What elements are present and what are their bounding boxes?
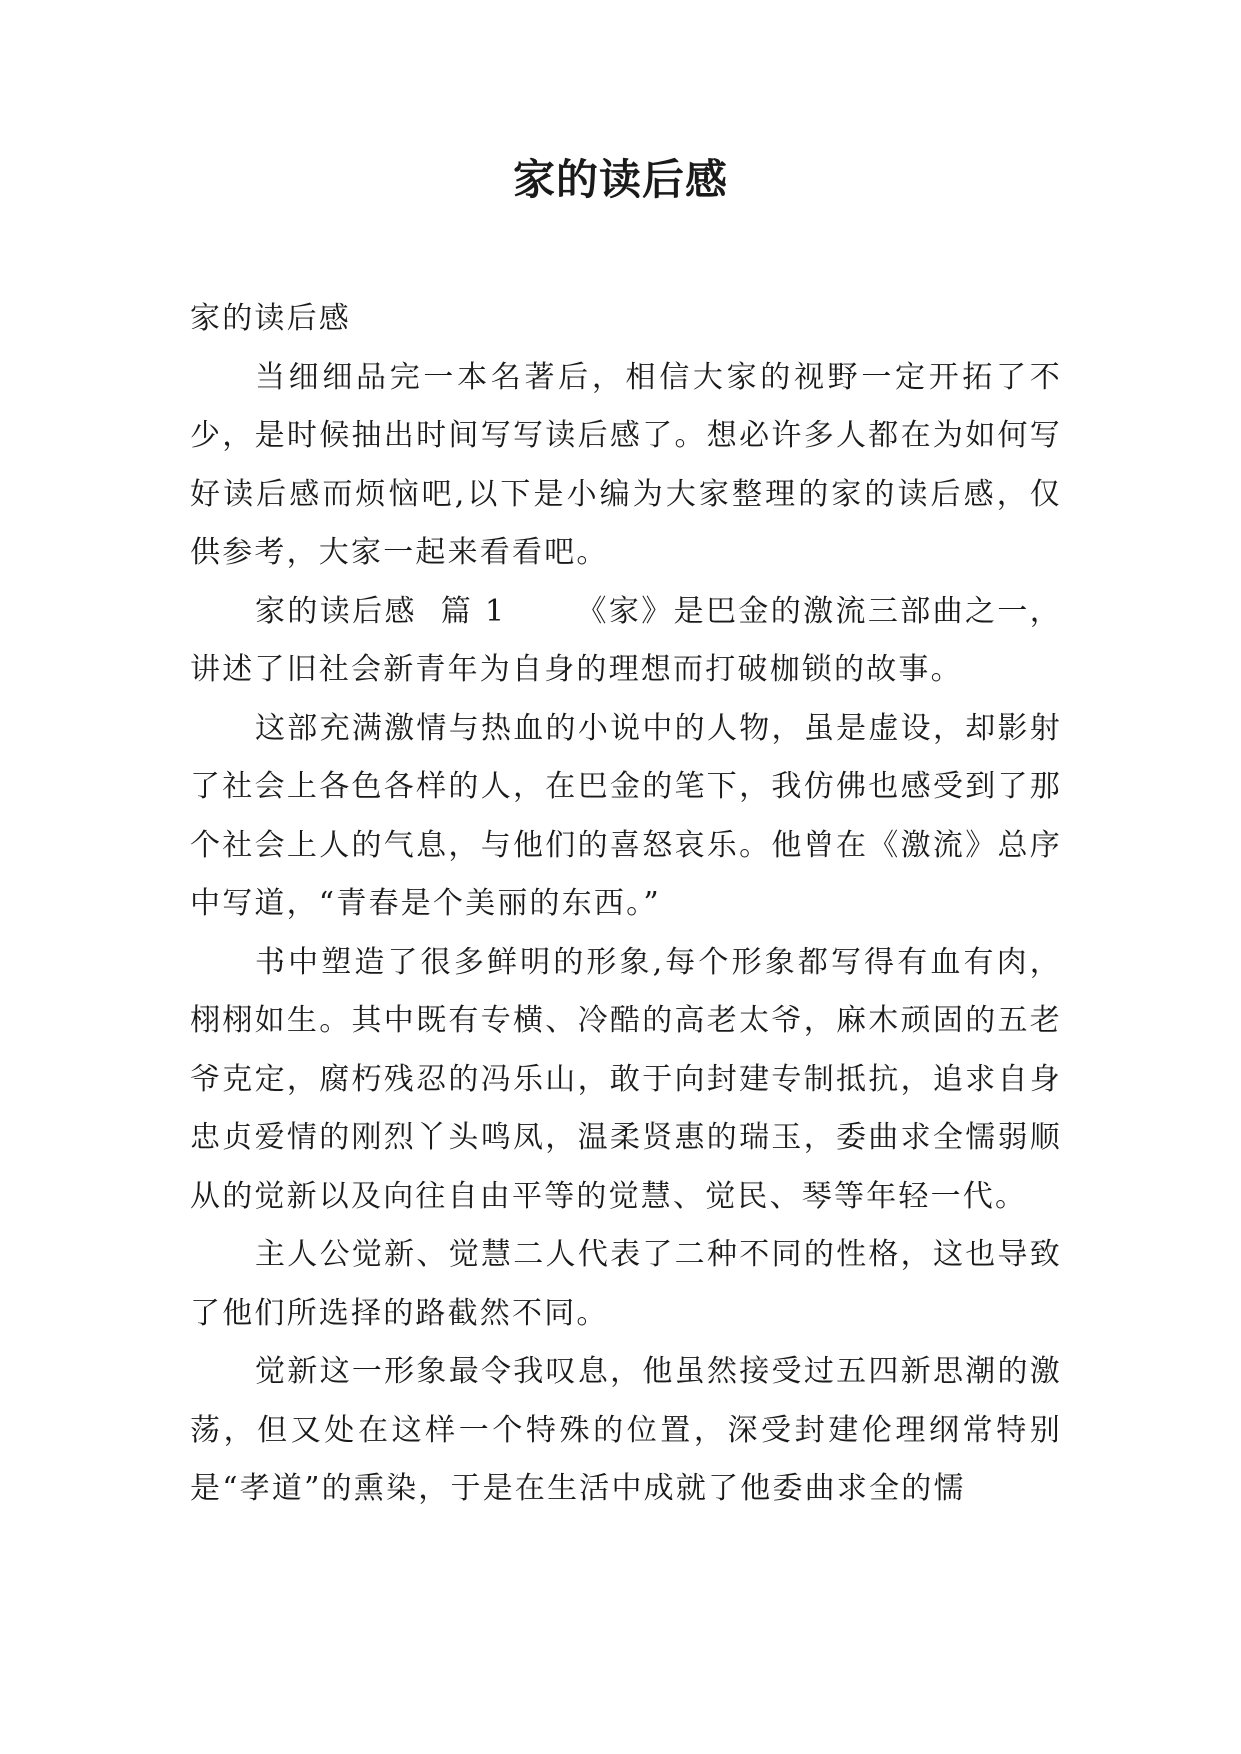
body-paragraph: 书中塑造了很多鲜明的形象,每个形象都写得有血有肉，栩栩如生。其中既有专横、冷酷的高老太爷，麻木顽固的五老爷克定，腐朽残忍的冯乐山，敢于向封建专制抵抗，追求自身忠贞爱情的刚烈丫头鸣凤，温柔贤惠的瑞玉，委曲求全懦弱顺从的觉新以及向往自由平等的觉慧、觉民、琴等年轻一代。 — [190, 944, 1062, 1214]
document-body — [190, 290, 1062, 1519]
body-paragraph: 这部充满激情与热血的小说中的人物，虽是虚设，却影射了社会上各色各样的人，在巴金的笔下，我仿佛也感受到了那个社会上人的气息，与他们的喜怒哀乐。他曾在《激流》总序中写道，“青春是个美丽的东西。” — [190, 710, 1062, 921]
section-paragraph — [190, 583, 1062, 700]
document-title: 家的读后感 — [512, 155, 728, 204]
section-heading: 家的读后感 篇 1 — [255, 593, 507, 629]
document-subtitle: 家的读后感 — [190, 301, 351, 336]
body-paragraph: 觉新这一形象最令我叹息，他虽然接受过五四新思潮的激荡，但又处在这样一个特殊的位置，深受封建伦理纲常特别是“孝道”的熏染，于是在生活中成就了他委曲求全的懦 — [190, 1354, 1062, 1506]
section-text: 《家》是巴金的激流三部曲之一，讲述了旧社会新青年为自身的理想而打破枷锁的故事。 — [190, 593, 1062, 687]
body-paragraph: 主人公觉新、觉慧二人代表了二种不同的性格，这也导致了他们所选择的路截然不同。 — [190, 1237, 1062, 1331]
intro-paragraph: 当细细品完一本名著后，相信大家的视野一定开拓了不少，是时候抽出时间写写读后感了。想必许多人都在为如何写好读后感而烦恼吧,以下是小编为大家整理的家的读后感，仅供参考，大家一起来看看吧。 — [190, 359, 1062, 570]
